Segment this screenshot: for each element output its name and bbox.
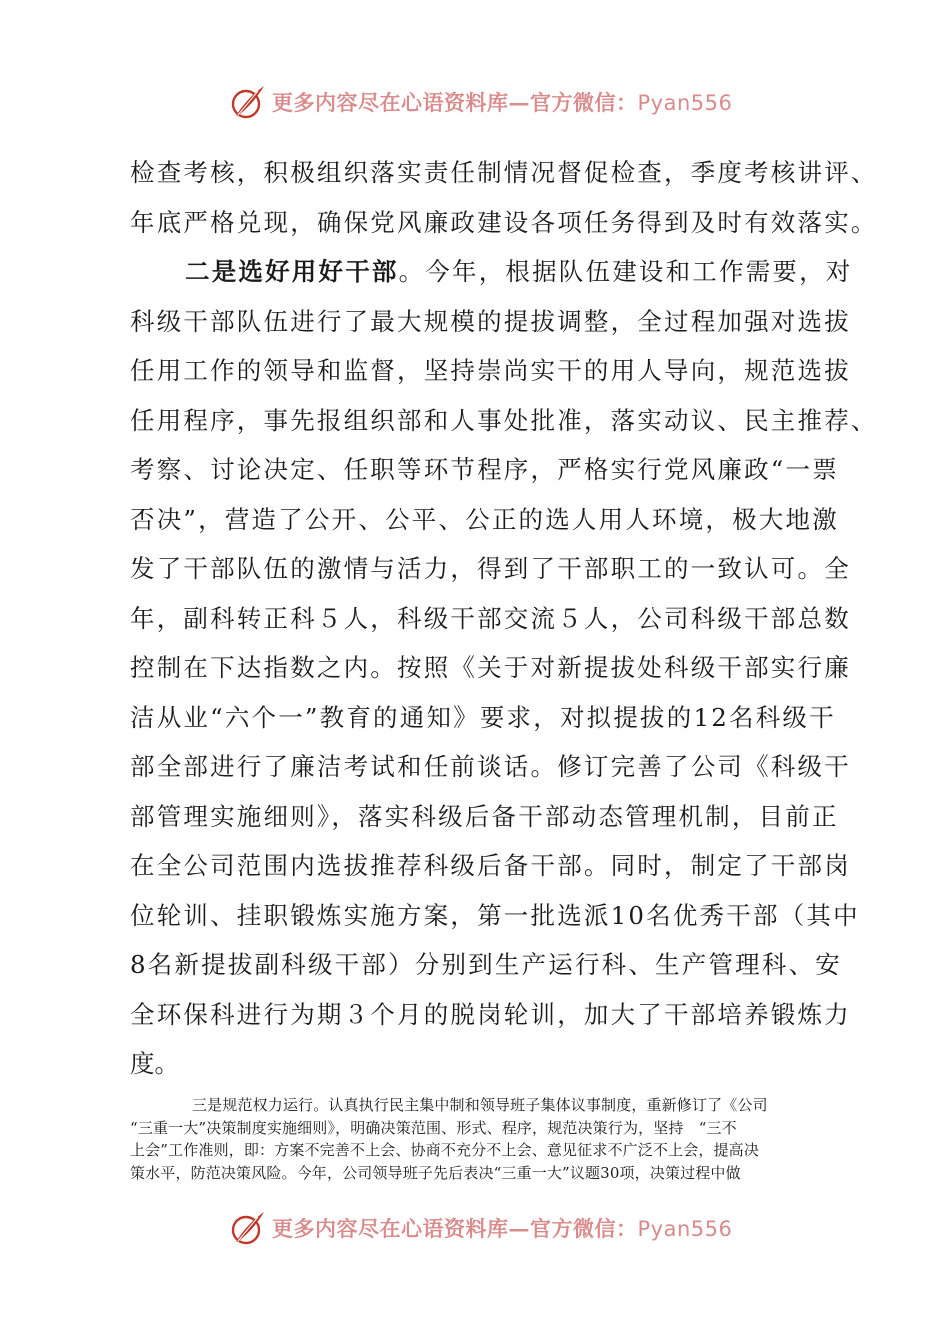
feather-pen-logo-icon [228, 1208, 268, 1248]
paragraph-heading-line: 二是选好用好干部。今年，根据队伍建设和工作需要，对 [185, 257, 853, 286]
text-line: 三是规范权力运行。认真执行民主集中制和领导班子集体议事制度，重新修订了《公司 [192, 1096, 768, 1114]
text-line: 发了干部队伍的激情与活力，得到了干部职工的一致认可。全 [130, 554, 851, 583]
text-line: 部管理实施细则》，落实科级后备干部动态管理机制，目前正 [130, 801, 839, 831]
text-line: 度。 [130, 1049, 179, 1078]
text-line: 任用工作的领导和监督，坚持崇尚实干的用人导向，规范选拔 [130, 356, 851, 385]
text-line: 年，副科转正科５人，科级干部交流５人，公司科级干部总数 [130, 603, 851, 633]
feather-pen-logo-icon [228, 82, 268, 122]
text-line: 全环保科进行为期３个月的脱岗轮训，加大了干部培养锻炼力 [130, 999, 851, 1029]
watermark-text: 更多内容尽在心语资料库—官方微信：Pyan556 [272, 90, 733, 115]
text-line: 洁从业“六个一”教育的通知》要求，对拟提拔的12名科级干 [130, 702, 836, 732]
watermark-banner-bottom [228, 1208, 748, 1248]
text-line: 任用程序，事先报组织部和人事处批准，落实动议、民主推荐、 [130, 405, 878, 435]
text-line: 8名新提拔副科级干部）分别到生产运行科、生产管理科、安 [130, 950, 842, 979]
text-line: 科级干部队伍进行了最大规模的提拔调整，全过程加强对选拔 [130, 306, 851, 336]
small-text-paragraph [130, 1094, 830, 1184]
text-line: 检查考核，积极组织落实责任制情况督促检查，季度考核讲评、 [130, 158, 878, 187]
wechat-id: Pyan556 [637, 1217, 733, 1241]
paragraph-heading: 二是选好用好干部 [185, 257, 399, 286]
watermark-text: 更多内容尽在心语资料库—官方微信：Pyan556 [272, 1216, 733, 1241]
text-line: 位轮训、挂职锻炼实施方案，第一批选派10名优秀干部（其中 [130, 900, 860, 930]
text-line: 年底严格兑现，确保党风廉政建设各项任务得到及时有效落实。 [130, 207, 878, 237]
text-line: 考察、讨论决定、任职等环节程序，严格实行党风廉政“一票 [130, 455, 839, 484]
text-line: 否决”，营造了公开、公平、公正的选人用人环境，极大地激 [130, 504, 839, 534]
watermark-banner-top [228, 82, 748, 122]
text-line: 在全公司范围内选拔推荐科级后备干部。同时，制定了干部岗 [130, 851, 851, 880]
wechat-id: Pyan556 [637, 91, 733, 115]
text-line: 控制在下达指数之内。按照《关于对新提拔处科级干部实行廉 [130, 653, 851, 682]
document-body [130, 148, 878, 1089]
text-line: “三重一大”决策制度实施细则》，明确决策范围、形式、程序，规范决策行为，坚持 “三不 [130, 1118, 737, 1137]
text-line: 部全部进行了廉洁考试和任前谈话。修订完善了公司《科级干 [130, 752, 851, 781]
text-line: 策水平，防范决策风险。今年，公司领导班子先后表决“三重一大”议题30项，决策过程中做 [130, 1163, 741, 1182]
text-line: 上会”工作准则，即：方案不完善不上会、协商不充分不上会、意见征求不广泛不上会，提高决 [130, 1141, 759, 1159]
